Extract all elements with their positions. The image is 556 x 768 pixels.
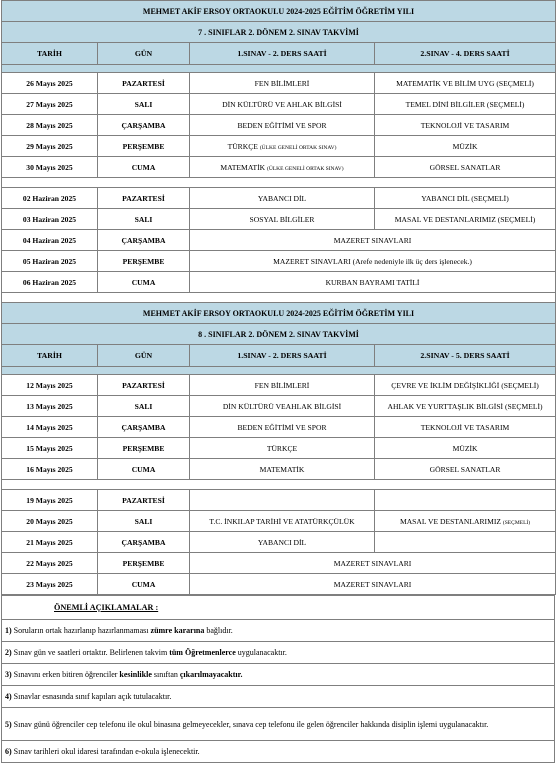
day-cell-text: PAZARTESİ (122, 193, 165, 203)
day-cell (98, 459, 190, 480)
table-row (2, 251, 556, 272)
exam2-cell-text: ÇEVRE VE İKLİM DEĞİŞİKLİĞİ (SEÇMELİ) (391, 380, 539, 390)
note-num: 6) (5, 747, 12, 756)
exam1-cell-text: TÜRKÇE (227, 141, 258, 151)
note-pre: Sınav gün ve saatleri ortaktır. Belirlenen takvim (11, 648, 170, 657)
table-row (2, 94, 556, 115)
date-cell-text: 26 Mayıs 2025 (26, 78, 73, 88)
exam1-cell (190, 490, 375, 511)
note-bold: zümre kararına (150, 626, 205, 635)
note-row (2, 708, 555, 741)
note-num: 1) (5, 626, 12, 635)
day-cell (98, 73, 190, 94)
date-cell-text: 20 Mayıs 2025 (26, 516, 73, 526)
grade7-week2 (2, 188, 556, 230)
header-exam1: 1.SINAV - 2. DERS SAATİ (190, 43, 375, 65)
day-cell (98, 532, 190, 553)
date-cell (2, 230, 98, 251)
notes-heading: ÖNEMLİ AÇIKLAMALAR : (2, 596, 555, 620)
separator (2, 367, 556, 375)
header-day: GÜN (98, 345, 190, 367)
day-cell (98, 574, 190, 595)
exam2-cell-text: GÖRSEL SANATLAR (429, 162, 501, 172)
exam1-cell-text: TÜRKÇE (266, 443, 298, 453)
table-row (2, 157, 556, 178)
date-cell (2, 94, 98, 115)
note-pre: Sınavını erken bitiren öğrenciler (11, 670, 120, 679)
date-cell (2, 272, 98, 293)
day-cell (98, 209, 190, 230)
exam2-cell (375, 511, 556, 532)
date-cell (2, 511, 98, 532)
exam1-cell-text: DİN KÜLTÜRÜ VEAHLAK BİLGİSİ (222, 401, 342, 411)
exam1-cell-note: (ÜLKE GENELİ ORTAK SINAV) (259, 144, 337, 151)
exam-table-grade7 (1, 0, 556, 595)
exam1-cell (190, 115, 375, 136)
note-bold: tüm Öğretmenlerce (169, 648, 236, 657)
merged-cell-text: MAZERET SINAVLARI (Arefe nedeniyle ilk üç ders işlenecek.) (273, 256, 472, 266)
exam1-cell (190, 511, 375, 532)
date-cell (2, 375, 98, 396)
exam2-cell-text: YABANCI DİL (SEÇMELİ) (421, 193, 509, 203)
exam1-cell (190, 417, 375, 438)
grade8-week1 (2, 375, 556, 480)
table-row (2, 272, 556, 293)
exam1-cell-text: DİN KÜLTÜRÜ VE AHLAK BİLGİSİ (222, 99, 342, 109)
exam1-cell (190, 94, 375, 115)
day-cell (98, 553, 190, 574)
day-cell-text: PERŞEMBE (122, 256, 165, 266)
merged-cell-text: MAZERET SINAVLARI (333, 558, 412, 568)
table-row (2, 553, 556, 574)
exam1-cell (190, 532, 375, 553)
exam1-cell (190, 188, 375, 209)
day-cell-text: SALI (134, 214, 153, 224)
note-pre: Sınav tarihleri okul idaresi tarafından e-okula işlenecektir. (11, 747, 200, 756)
note-num: 2) (5, 648, 12, 657)
table-row (2, 490, 556, 511)
exam2-cell-text: TEMEL DİNİ BİLGİLER (SEÇMELİ) (405, 99, 525, 109)
day-cell-text: PERŞEMBE (122, 443, 165, 453)
school-title: MEHMET AKİF ERSOY ORTAOKULU 2024-2025 EĞİTİM ÖĞRETİM YILI (2, 303, 556, 324)
merged-cell-text: MAZERET SINAVLARI (333, 579, 412, 589)
day-cell (98, 438, 190, 459)
date-cell (2, 574, 98, 595)
note-post: uygulanacaktır. (235, 648, 287, 657)
school-title: MEHMET AKİF ERSOY ORTAOKULU 2024-2025 EĞİTİM ÖĞRETİM YILI (2, 1, 556, 22)
exam2-cell (375, 209, 556, 230)
note-row (2, 664, 555, 686)
exam1-cell-text: MATEMATİK (259, 464, 305, 474)
exam2-cell (375, 157, 556, 178)
exam1-cell-text: MATEMATİK (220, 162, 266, 172)
header-exam1: 1.SINAV - 2. DERS SAATİ (190, 345, 375, 367)
day-cell-text: ÇARŞAMBA (121, 537, 166, 547)
table-row (2, 417, 556, 438)
day-cell (98, 251, 190, 272)
exam2-cell-note: (SEÇMELİ) (502, 519, 531, 526)
date-cell-text: 04 Haziran 2025 (22, 235, 77, 245)
header-date: TARİH (2, 43, 98, 65)
exam2-cell (375, 438, 556, 459)
merged-cell (190, 272, 556, 293)
day-cell-text: SALI (134, 401, 153, 411)
date-cell (2, 490, 98, 511)
note-num: 3) (5, 670, 12, 679)
day-cell-text: CUMA (131, 162, 156, 172)
exam1-cell (190, 375, 375, 396)
date-cell (2, 136, 98, 157)
exam2-cell (375, 115, 556, 136)
table-row (2, 511, 556, 532)
day-cell-text: PERŞEMBE (122, 141, 165, 151)
exam2-cell-text: MASAL VE DESTANLARIMIZ (399, 516, 501, 526)
grade7-merged (2, 230, 556, 293)
date-cell-text: 06 Haziran 2025 (22, 277, 77, 287)
day-cell-text: SALI (134, 99, 153, 109)
note-cell (2, 620, 555, 642)
date-cell (2, 188, 98, 209)
grade7-week1 (2, 73, 556, 178)
day-cell-text: CUMA (131, 579, 156, 589)
spacer-row (2, 178, 556, 188)
day-cell-text: CUMA (131, 277, 156, 287)
note-row (2, 741, 555, 763)
exam2-cell-text: MÜZİK (452, 443, 478, 453)
date-cell-text: 21 Mayıs 2025 (26, 537, 73, 547)
exam2-cell (375, 490, 556, 511)
exam2-cell-text: GÖRSEL SANATLAR (429, 464, 501, 474)
date-cell-text: 23 Mayıs 2025 (26, 579, 73, 589)
note-cell (2, 708, 555, 741)
table-row (2, 532, 556, 553)
date-cell (2, 438, 98, 459)
exam1-cell-text: BEDEN EĞİTİMİ VE SPOR (237, 120, 327, 130)
exam2-cell (375, 459, 556, 480)
day-cell-text: SALI (134, 516, 153, 526)
exam1-cell-text: SOSYAL BİLGİLER (249, 214, 315, 224)
exam1-cell (190, 136, 375, 157)
exam1-cell (190, 157, 375, 178)
date-cell-text: 13 Mayıs 2025 (26, 401, 73, 411)
merged-cell-text: MAZERET SINAVLARI (333, 235, 412, 245)
merged-cell (190, 230, 556, 251)
exam1-cell (190, 396, 375, 417)
date-cell-text: 30 Mayıs 2025 (26, 162, 73, 172)
note-cell (2, 741, 555, 763)
date-cell (2, 251, 98, 272)
date-cell-text: 03 Haziran 2025 (22, 214, 77, 224)
note-row (2, 686, 555, 708)
header-exam2: 2.SINAV - 5. DERS SAATİ (375, 345, 556, 367)
note-post: bağlıdır. (204, 626, 233, 635)
day-cell (98, 188, 190, 209)
day-cell-text: PERŞEMBE (122, 558, 165, 568)
note-num: 5) (5, 719, 12, 729)
day-cell (98, 272, 190, 293)
day-cell-text: CUMA (131, 464, 156, 474)
header-exam2: 2.SINAV - 4. DERS SAATİ (375, 43, 556, 65)
day-cell (98, 417, 190, 438)
table-row (2, 115, 556, 136)
date-cell-text: 22 Mayıs 2025 (26, 558, 73, 568)
table-row (2, 396, 556, 417)
exam2-cell (375, 188, 556, 209)
grade8-week2 (2, 490, 556, 553)
day-cell (98, 230, 190, 251)
exam2-cell-text: TEKNOLOJİ VE TASARIM (420, 422, 510, 432)
date-cell (2, 459, 98, 480)
note-pre: Soruların ortak hazırlanıp hazırlanmaması (11, 626, 151, 635)
merged-cell (190, 251, 556, 272)
table-row (2, 209, 556, 230)
exam2-cell (375, 532, 556, 553)
date-cell (2, 157, 98, 178)
exam2-cell-text: MÜZİK (452, 141, 478, 151)
note-pre: Sınavlar esnasında sınıf kapıları açık tutulacaktır. (11, 692, 172, 701)
date-cell (2, 396, 98, 417)
day-cell (98, 511, 190, 532)
merged-cell-text: KURBAN BAYRAMI TATİLİ (325, 277, 420, 287)
note-row (2, 620, 555, 642)
date-cell-text: 19 Mayıs 2025 (26, 495, 73, 505)
date-cell-text: 28 Mayıs 2025 (26, 120, 73, 130)
day-cell-text: ÇARŞAMBA (121, 120, 166, 130)
day-cell (98, 157, 190, 178)
note-bold2: çıkarılmayacaktır. (179, 670, 243, 679)
note-post: sınıftan (151, 670, 180, 679)
table-row (2, 136, 556, 157)
exam1-cell (190, 459, 375, 480)
table-row (2, 73, 556, 94)
exam2-cell-text: MATEMATİK VE BİLİM UYG (SEÇMELİ) (396, 78, 534, 88)
exam1-cell (190, 73, 375, 94)
exam1-cell-text: YABANCI DİL (257, 193, 307, 203)
day-cell (98, 94, 190, 115)
exam1-cell-text: FEN BİLİMLERİ (254, 380, 310, 390)
day-cell (98, 136, 190, 157)
note-bold: kesinlikle (119, 670, 152, 679)
note-pre: Sınav günü öğrenciler cep telefonu ile okul binasına gelmeyecekler, sınava cep telefonu ile gelen öğrenciler hakkında disiplin işlemi uygulanacaktır. (11, 719, 489, 729)
exam1-cell (190, 438, 375, 459)
notes-table (1, 595, 555, 763)
exam1-cell-text: YABANCI DİL (257, 537, 307, 547)
exam2-cell-text: TEKNOLOJİ VE TASARIM (420, 120, 510, 130)
spacer-row (2, 293, 556, 303)
day-cell (98, 115, 190, 136)
exam2-cell (375, 94, 556, 115)
table-row (2, 459, 556, 480)
grade8-merged (2, 553, 556, 595)
header-day: GÜN (98, 43, 190, 65)
table-row (2, 574, 556, 595)
date-cell-text: 12 Mayıs 2025 (26, 380, 73, 390)
exam2-cell (375, 73, 556, 94)
day-cell-text: ÇARŞAMBA (121, 235, 166, 245)
table-subtitle: 8 . SINIFLAR 2. DÖNEM 2. SINAV TAKVİMİ (2, 324, 556, 345)
exam1-cell-text: FEN BİLİMLERİ (254, 78, 310, 88)
date-cell (2, 553, 98, 574)
day-cell (98, 490, 190, 511)
notes-list (2, 620, 555, 763)
date-cell-text: 15 Mayıs 2025 (26, 443, 73, 453)
day-cell (98, 375, 190, 396)
note-num: 4) (5, 692, 12, 701)
day-cell-text: PAZARTESİ (122, 495, 165, 505)
exam2-cell (375, 417, 556, 438)
date-cell (2, 532, 98, 553)
date-cell-text: 27 Mayıs 2025 (26, 99, 73, 109)
day-cell-text: PAZARTESİ (122, 380, 165, 390)
header-date: TARİH (2, 345, 98, 367)
date-cell (2, 115, 98, 136)
day-cell (98, 396, 190, 417)
exam2-cell-text: AHLAK VE YURTTAŞLIK BİLGİSİ (SEÇMELİ) (387, 401, 543, 411)
date-cell (2, 209, 98, 230)
table-row (2, 230, 556, 251)
exam2-cell (375, 375, 556, 396)
note-cell (2, 642, 555, 664)
table-row (2, 375, 556, 396)
exam2-cell-text: MASAL VE DESTANLARIMIZ (SEÇMELİ) (394, 214, 536, 224)
exam1-cell-text: BEDEN EĞİTİMİ VE SPOR (237, 422, 327, 432)
merged-cell (190, 553, 556, 574)
day-cell-text: ÇARŞAMBA (121, 422, 166, 432)
exam1-cell (190, 209, 375, 230)
merged-cell (190, 574, 556, 595)
date-cell-text: 14 Mayıs 2025 (26, 422, 73, 432)
separator (2, 65, 556, 73)
table-row (2, 188, 556, 209)
date-cell (2, 417, 98, 438)
table-row (2, 438, 556, 459)
note-cell (2, 664, 555, 686)
date-cell (2, 73, 98, 94)
exam1-cell-text: T.C. İNKILAP TARİHİ VE ATATÜRKÇÜLÜK (209, 516, 355, 526)
exam2-cell (375, 396, 556, 417)
spacer-row (2, 480, 556, 490)
date-cell-text: 05 Haziran 2025 (22, 256, 77, 266)
date-cell-text: 02 Haziran 2025 (22, 193, 77, 203)
date-cell-text: 29 Mayıs 2025 (26, 141, 73, 151)
exam1-cell-note: (ÜLKE GENELİ ORTAK SINAV) (267, 165, 344, 172)
note-cell (2, 686, 555, 708)
date-cell-text: 16 Mayıs 2025 (26, 464, 73, 474)
day-cell-text: PAZARTESİ (122, 78, 165, 88)
note-row (2, 642, 555, 664)
table-subtitle: 7 . SINIFLAR 2. DÖNEM 2. SINAV TAKVİMİ (2, 22, 556, 43)
exam2-cell (375, 136, 556, 157)
